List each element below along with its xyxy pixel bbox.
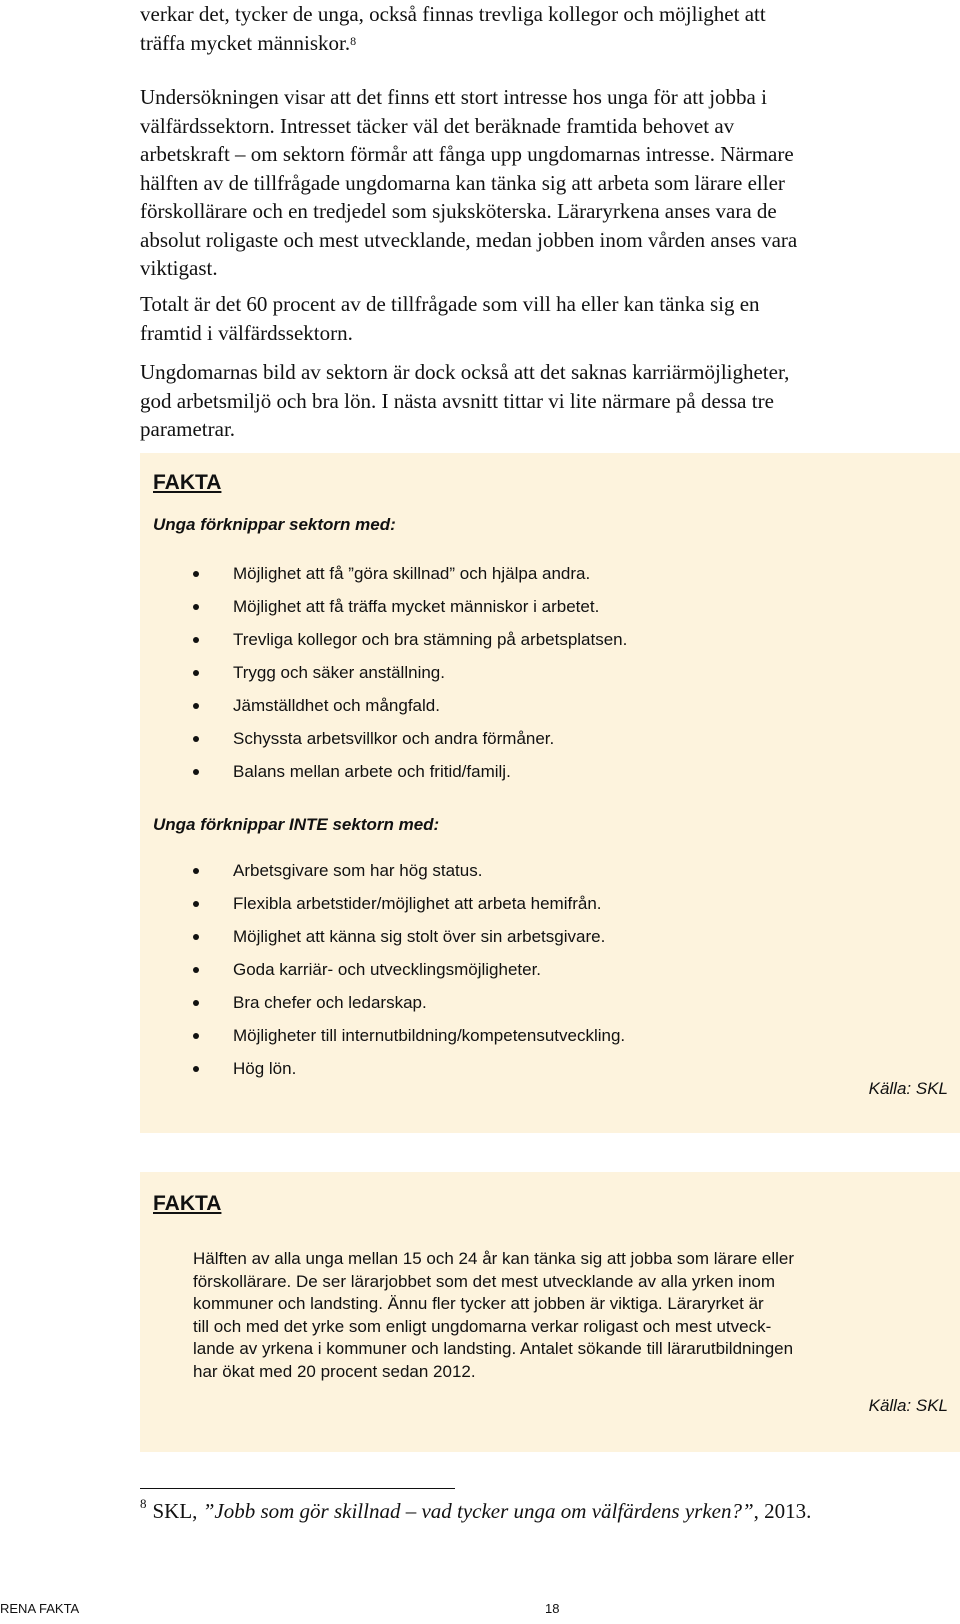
- paragraph-line: verkar det, tycker de unga, också finnas trevliga kollegor och möjlighet att: [140, 2, 766, 26]
- paragraph-line: förskollärare. De ser lärarjobbet som det mest utvecklande av alla yrken inom: [193, 1271, 776, 1291]
- list-item: [140, 986, 625, 1019]
- list-item: [140, 656, 627, 689]
- list-item: [140, 755, 627, 788]
- list-item: [140, 1052, 625, 1085]
- paragraph-line: Undersökningen visar att det finns ett stort intresse hos unga för att jobba i: [140, 85, 767, 109]
- list-item-text: Möjlighet att få träffa mycket människor i arbetet.: [233, 597, 600, 616]
- list-item: [140, 1019, 625, 1052]
- body-paragraph-4: [140, 358, 930, 444]
- footnote-reference: 8: [350, 33, 357, 48]
- bullet-icon: [193, 769, 199, 775]
- list-item: [140, 557, 627, 590]
- fact-box-paragraph: [193, 1248, 903, 1384]
- paragraph-line: Ungdomarnas bild av sektorn är dock också att det saknas karriärmöjligheter,: [140, 360, 790, 384]
- bullet-icon: [193, 604, 199, 610]
- list-item: [140, 722, 627, 755]
- bullet-icon: [193, 1033, 199, 1039]
- list-item: [140, 854, 625, 887]
- bullet-icon: [193, 736, 199, 742]
- fact-box-subheading-negative: Unga förknippar INTE sektorn med:: [153, 815, 440, 834]
- list-item-text: Möjlighet att känna sig stolt över sin arbetsgivare.: [233, 927, 606, 946]
- fact-box-subheading-positive: Unga förknippar sektorn med:: [153, 515, 396, 534]
- paragraph-line: framtid i välfärdssektorn.: [140, 320, 353, 345]
- list-item: [140, 953, 625, 986]
- paragraph-line: absolut roligaste och mest utvecklande, medan jobben inom vården anses vara: [140, 227, 798, 252]
- page-number: 18: [545, 1601, 560, 1616]
- list-item-text: Schyssta arbetsvillkor och andra förmåner.: [233, 729, 555, 748]
- paragraph-line: Totalt är det 60 procent av de tillfrågade som vill ha eller kan tänka sig en: [140, 292, 760, 316]
- list-item-text: Trygg och säker anställning.: [233, 663, 445, 682]
- list-item-text: Jämställdhet och mångfald.: [233, 696, 440, 715]
- paragraph-line: arbetskraft – om sektorn förmår att fånga upp ungdomarnas intresse. Närmare: [140, 142, 794, 166]
- paragraph-line: kommuner och landsting. Ännu fler tycker att jobben är viktiga. Läraryrket är: [193, 1294, 764, 1314]
- paragraph-line: parametrar.: [140, 417, 236, 441]
- footnote-suffix: , 2013.: [753, 1499, 812, 1523]
- list-item-text: Bra chefer och ledarskap.: [233, 993, 427, 1012]
- list-item-text: Trevliga kollegor och bra stämning på arbetsplatsen.: [233, 630, 628, 649]
- list-item: [140, 623, 627, 656]
- footnote: [140, 1496, 812, 1524]
- fact-box-source: Källa: SKL: [868, 1396, 948, 1415]
- body-paragraph-1: [140, 0, 930, 57]
- paragraph-line: god arbetsmiljö och bra lön. I nästa avsnitt tittar vi lite närmare på dessa tre: [140, 388, 774, 413]
- bullet-icon: [193, 868, 199, 874]
- paragraph-line: har ökat med 20 procent sedan 2012.: [193, 1361, 476, 1381]
- fact-box-heading: FAKTA: [153, 471, 222, 494]
- bullet-icon: [193, 901, 199, 907]
- body-paragraph-2: [140, 83, 930, 283]
- bullet-icon: [193, 1066, 199, 1072]
- paragraph-line: Hälften av alla unga mellan 15 och 24 år kan tänka sig att jobba som lärare eller: [193, 1249, 795, 1268]
- negative-associations-list: [140, 854, 625, 1085]
- paragraph-line: till och med det yrke som enligt ungdomarna verkar roligast och mest utveck-: [193, 1316, 772, 1336]
- fact-box-heading: FAKTA: [153, 1192, 222, 1215]
- list-item-text: Balans mellan arbete och fritid/familj.: [233, 762, 511, 781]
- list-item-text: Möjligheter till internutbildning/kompetensutveckling.: [233, 1026, 626, 1045]
- footnote-prefix: SKL,: [152, 1499, 203, 1523]
- bullet-icon: [193, 1000, 199, 1006]
- bullet-icon: [193, 670, 199, 676]
- bullet-icon: [193, 934, 199, 940]
- paragraph-line: välfärdssektorn. Intresset täcker väl det beräknade framtida behovet av: [140, 113, 735, 138]
- list-item-text: Goda karriär- och utvecklingsmöjligheter.: [233, 960, 542, 979]
- list-item: [140, 689, 627, 722]
- fact-box-2: [140, 1172, 960, 1452]
- positive-associations-list: [140, 557, 627, 788]
- footnote-separator: [140, 1488, 455, 1489]
- list-item: [140, 920, 625, 953]
- paragraph-line: lande av yrkena i kommuner och landsting. Antalet sökande till lärarutbildningen: [193, 1339, 794, 1359]
- bullet-icon: [193, 967, 199, 973]
- paragraph-line: förskollärare och en tredjedel som sjuksköterska. Läraryrkena anses vara de: [140, 199, 777, 223]
- paragraph-line: viktigast.: [140, 256, 218, 280]
- bullet-icon: [193, 571, 199, 577]
- bullet-icon: [193, 703, 199, 709]
- body-paragraph-3: [140, 290, 930, 347]
- bullet-icon: [193, 637, 199, 643]
- list-item-text: Flexibla arbetstider/möjlighet att arbeta hemifrån.: [233, 894, 602, 913]
- fact-box-source: Källa: SKL: [868, 1079, 948, 1098]
- footnote-title: ”Jobb som gör skillnad – vad tycker unga om välfärdens yrken?”: [202, 1499, 754, 1523]
- list-item: [140, 887, 625, 920]
- list-item: [140, 590, 627, 623]
- paragraph-line: träffa mycket människor.: [140, 30, 351, 55]
- list-item-text: Möjlighet att få ”göra skillnad” och hjälpa andra.: [233, 564, 591, 583]
- list-item-text: Hög lön.: [233, 1059, 297, 1078]
- footnote-number: 8: [140, 1496, 147, 1511]
- fact-box-1: [140, 453, 960, 1133]
- footer-label: RENA FAKTA: [0, 1601, 80, 1616]
- list-item-text: Arbetsgivare som har hög status.: [233, 861, 483, 880]
- paragraph-line: hälften av de tillfrågade ungdomarna kan tänka sig att arbeta som lärare eller: [140, 170, 785, 195]
